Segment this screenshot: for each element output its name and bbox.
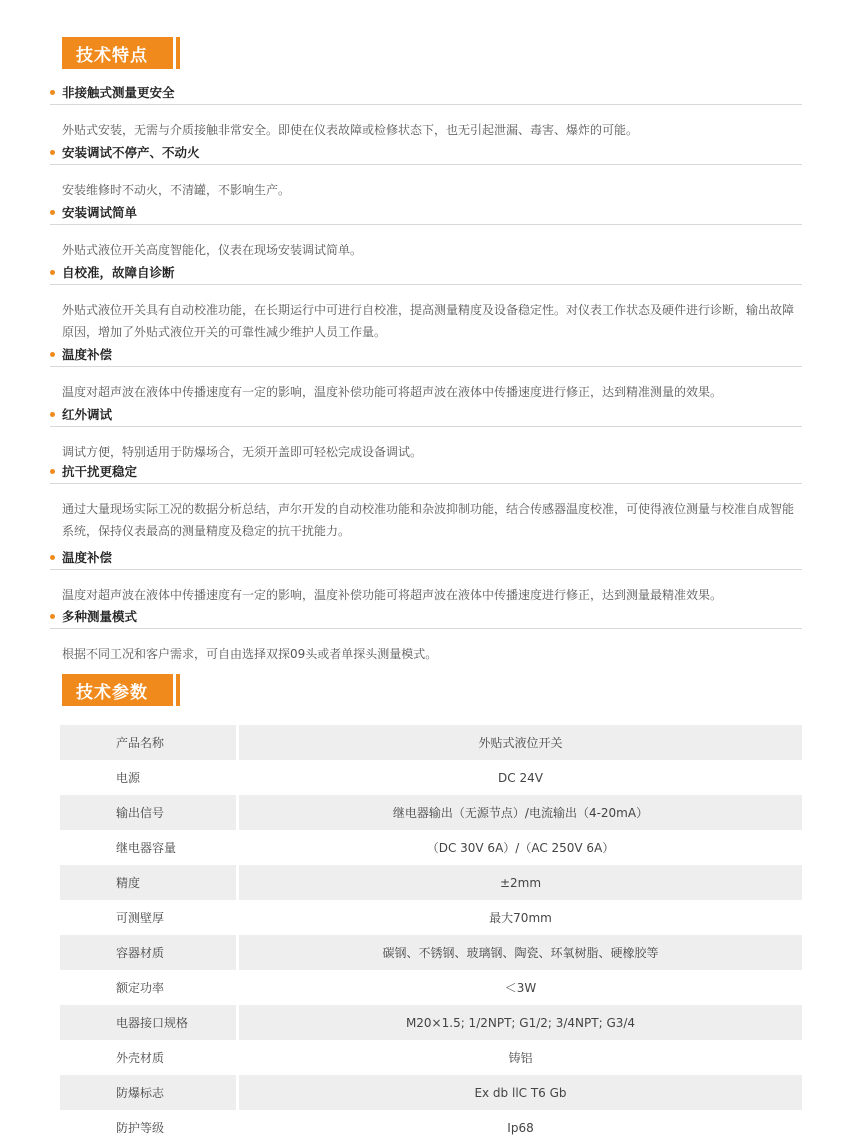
- feature-title: 温度补偿: [62, 347, 113, 362]
- param-name: 外壳材质: [116, 1051, 165, 1065]
- feature-item: [50, 144, 802, 201]
- feature-item: [50, 346, 802, 403]
- feature-description: 调试方便，特别适用于防爆场合，无须开盖即可轻松完成设备调试。: [62, 445, 423, 459]
- bullet-icon: [50, 270, 55, 275]
- param-value: DC 24V: [498, 770, 543, 785]
- param-name: 精度: [60, 865, 236, 900]
- feature-title: 非接触式测量更安全: [62, 85, 175, 100]
- params-table: [60, 725, 802, 1145]
- header-accent-bar: [176, 674, 180, 706]
- feature-description: 外贴式安装，无需与介质接触非常安全。即使在仪表故障或检修状态下，也无引起泄漏、毒害、爆炸的可能。: [62, 123, 639, 137]
- feature-title: 安装调试不停产、不动火: [62, 145, 200, 160]
- table-row: [60, 900, 802, 935]
- features-section-header: [62, 37, 180, 69]
- bullet-icon: [50, 555, 55, 560]
- param-value: Ex db llC T6 Gb: [239, 1075, 802, 1110]
- param-name: 防护等级: [116, 1121, 165, 1135]
- table-row: [60, 1075, 802, 1110]
- feature-item: [50, 549, 802, 606]
- feature-description: 安装维修时不动火，不清罐，不影响生产。: [62, 183, 291, 197]
- feature-description: 通过大量现场实际工况的数据分析总结，声尔开发的自动校准功能和杂波抑制功能，结合传感器温度校准，可使得液位测量与校准自成智能系统，保持仪表最高的测量精度及稳定的抗干扰能力。: [62, 502, 795, 538]
- param-name: 电器接口规格: [60, 1005, 236, 1040]
- table-row: [60, 795, 802, 830]
- param-name: 容器材质: [60, 935, 236, 970]
- bullet-icon: [50, 210, 55, 215]
- bullet-icon: [50, 150, 55, 155]
- feature-description: 外贴式液位开关具有自动校准功能，在长期运行中可进行自校准，提高测量精度及设备稳定性。对仪表工作状态及硬件进行诊断，输出故障原因，增加了外贴式液位开关的可靠性减少维护人员工作量。: [62, 303, 795, 339]
- bullet-icon: [50, 412, 55, 417]
- param-name: 电源: [116, 771, 141, 785]
- feature-title: 多种测量模式: [62, 609, 138, 624]
- param-value: M20×1.5; 1/2NPT; G1/2; 3/4NPT; G3/4: [239, 1005, 802, 1040]
- params-section-title: 技术参数: [62, 674, 173, 706]
- feature-description: 温度对超声波在液体中传播速度有一定的影响，温度补偿功能可将超声波在液体中传播速度进行修正，达到测量最精准效果。: [62, 588, 723, 602]
- param-value: 外贴式液位开关: [239, 725, 802, 760]
- param-value: 碳钢、不锈钢、玻璃钢、陶瓷、环氧树脂、硬橡胶等: [239, 935, 802, 970]
- table-row: [60, 1005, 802, 1040]
- feature-title: 抗干扰更稳定: [62, 464, 138, 479]
- param-value: 继电器输出（无源节点）/电流输出（4-20mA）: [239, 795, 802, 830]
- params-section-header: [62, 674, 180, 706]
- param-value: 最大70mm: [489, 911, 552, 925]
- param-name: 防爆标志: [60, 1075, 236, 1110]
- feature-item: [50, 264, 802, 343]
- table-row: [60, 970, 802, 1005]
- feature-title: 自校准，故障自诊断: [62, 265, 175, 280]
- feature-title: 温度补偿: [62, 550, 113, 565]
- feature-item: [50, 608, 802, 665]
- feature-item: [50, 204, 802, 261]
- table-row: [60, 1110, 802, 1145]
- features-section-title: 技术特点: [62, 37, 173, 69]
- bullet-icon: [50, 469, 55, 474]
- table-row: [60, 1040, 802, 1075]
- param-value: ＜3W: [504, 981, 537, 995]
- feature-item: [50, 463, 802, 542]
- bullet-icon: [50, 90, 55, 95]
- param-value: 铸铝: [508, 1051, 533, 1065]
- table-row: [60, 865, 802, 900]
- table-row: [60, 725, 802, 760]
- bullet-icon: [50, 352, 55, 357]
- bullet-icon: [50, 614, 55, 619]
- param-name: 可测壁厚: [116, 911, 165, 925]
- table-row: [60, 760, 802, 795]
- param-value: ±2mm: [239, 865, 802, 900]
- param-name: 继电器容量: [116, 841, 177, 855]
- param-value: （DC 30V 6A）/（AC 250V 6A）: [426, 841, 615, 855]
- param-name: 额定功率: [116, 981, 165, 995]
- header-accent-bar: [176, 37, 180, 69]
- feature-description: 根据不同工况和客户需求，可自由选择双探09头或者单探头测量模式。: [62, 647, 438, 661]
- feature-title: 安装调试简单: [62, 205, 138, 220]
- feature-item: [50, 406, 802, 463]
- feature-item: [50, 84, 802, 141]
- feature-description: 外贴式液位开关高度智能化，仪表在现场安装调试简单。: [62, 243, 363, 257]
- param-value: Ip68: [507, 1120, 534, 1135]
- param-name: 产品名称: [60, 725, 236, 760]
- table-row: [60, 935, 802, 970]
- table-row: [60, 830, 802, 865]
- feature-description: 温度对超声波在液体中传播速度有一定的影响，温度补偿功能可将超声波在液体中传播速度进行修正，达到精准测量的效果。: [62, 385, 723, 399]
- param-name: 输出信号: [60, 795, 236, 830]
- feature-title: 红外调试: [62, 407, 113, 422]
